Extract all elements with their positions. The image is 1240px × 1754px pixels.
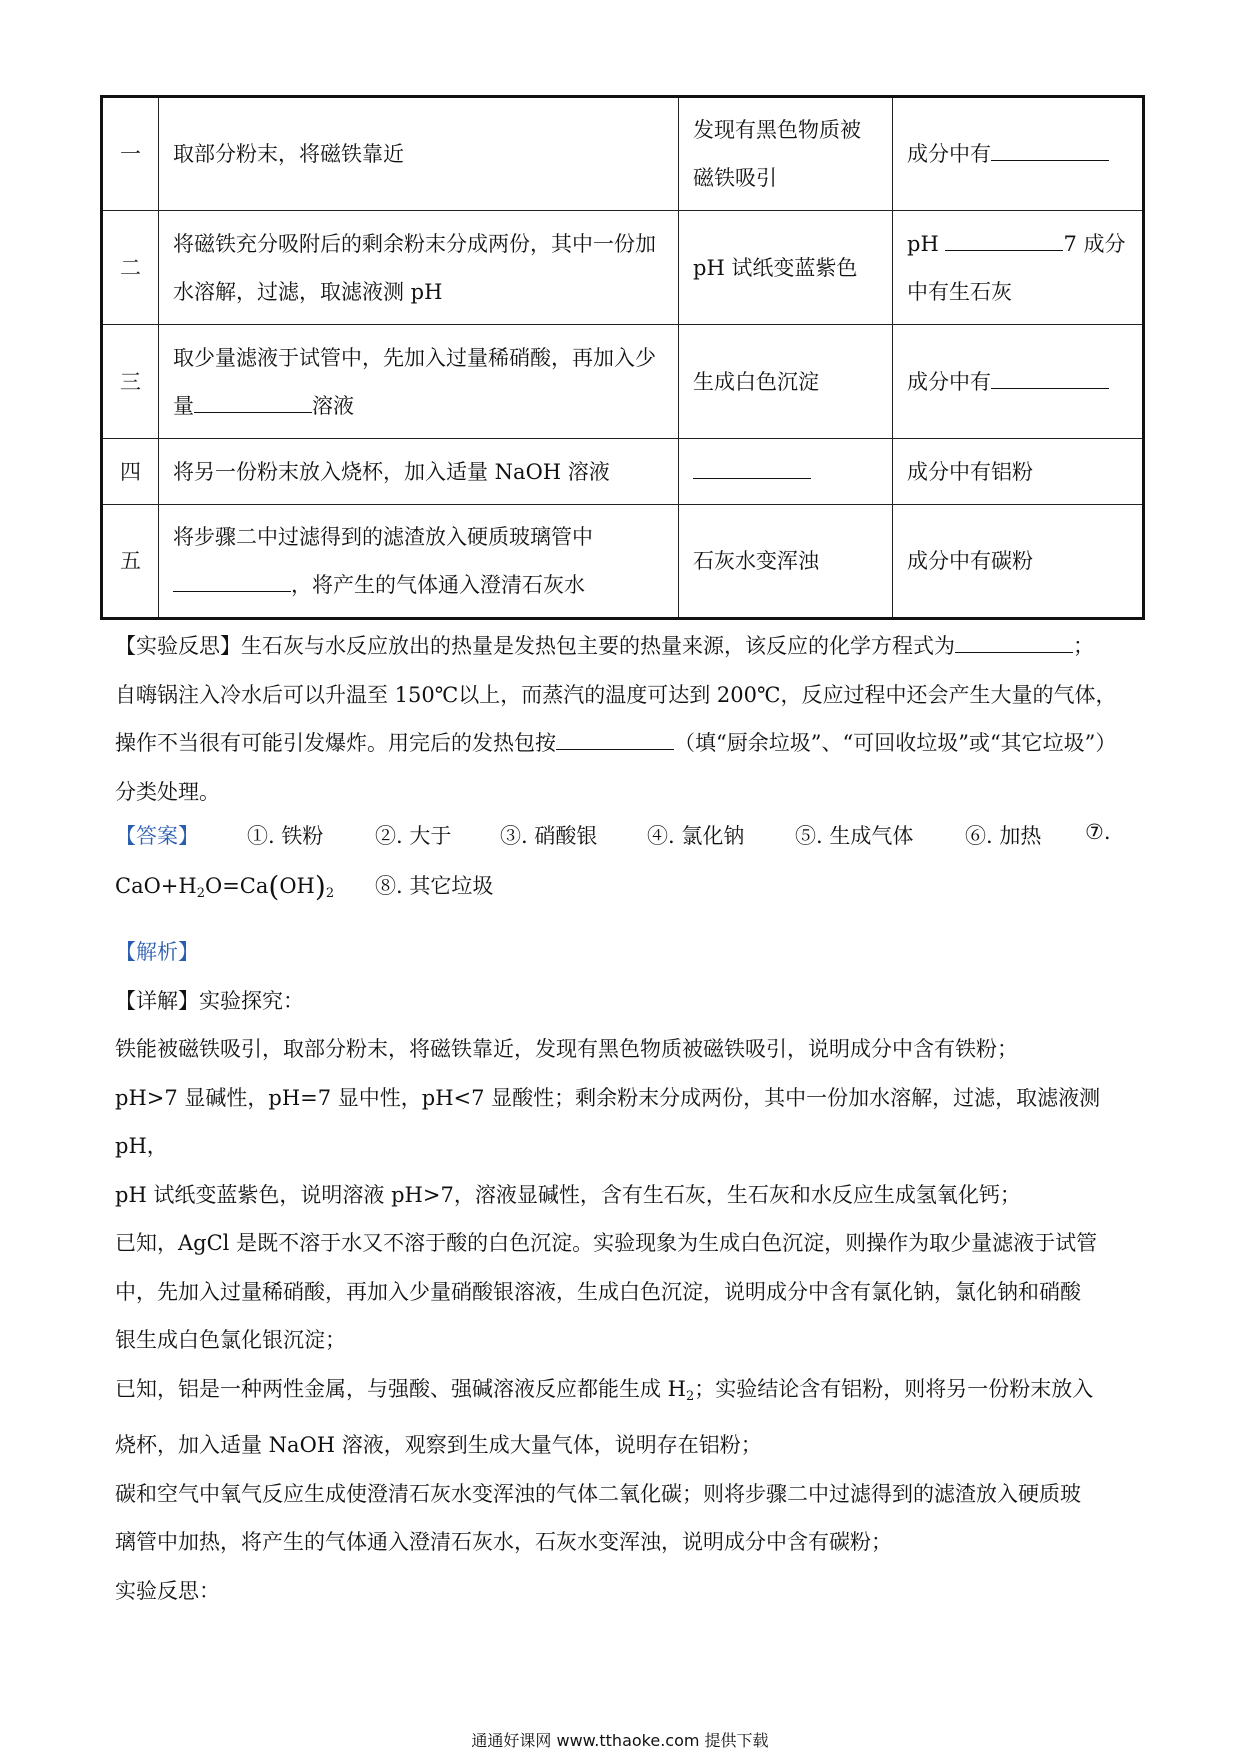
phenomenon-cell: 发现有黑色物质被磁铁吸引 [679,97,893,211]
answer-label: 【答案】 [115,824,199,848]
step-cell: 四 [102,439,159,505]
operation-cell: 将另一份粉末放入烧杯，加入适量 NaOH 溶液 [159,439,679,505]
answer-item: ⑥. 加热 [965,824,1042,848]
phenomenon-cell: 石灰水变浑浊 [679,505,893,619]
table-row [102,505,1144,619]
operation-cell: 将磁铁充分吸附后的剩余粉末分成两份，其中一份加水溶解，过滤，取滤液测 pH [159,211,679,325]
analysis-section: 【解析】 【详解】实验探究： 铁能被磁铁吸引，取部分粉末，将磁铁靠近，发现有黑色物质被磁铁吸引，说明成分中含有铁粉； pH>7 显碱性，pH=7 显中性，pH<7 显酸性；剩余粉末分成两份，其中一份加水溶解，过滤，取滤液测 pH， pH 试纸变蓝紫色，说明溶液 pH>7，溶液显碱性，含有生石灰，生石灰和水反应生成氢氧化钙； 已知，AgCl 是既不溶于水又不溶于酸的白色沉淀。实验现象为生成白色沉淀，则操作为取少量滤液于试管 中，先加入过量稀硝酸，再加入少量硝酸银溶液，生成白色沉淀，说明成分中含有氯化钠，氯化钠和硝酸 银生成白色氯化银沉淀； 已知，铝是一种两性金属，与强酸、强碱溶液反应都能生成 $H_2$；实验结论含有铝粉，则将另一份粉末放入 烧杯，加入适量 NaOH 溶液，观察到生成大量气体，说明存在铝粉； 碳和空气中氧气反应生成使澄清石灰水变浑浊的气体二氧化碳；则将步骤二中过滤得到的滤渣放入硬质玻 璃管中加热，将产生的气体通入澄清石灰水，石灰水变浑浊，说明成分中含有碳粉； 实验反思： [115,928,1130,1615]
table-row [102,97,1144,211]
phenomenon-cell [679,439,893,505]
operation-cell: 取少量滤液于试管中，先加入过量稀硝酸，再加入少量 溶液 [159,325,679,439]
step-cell: 五 [102,505,159,619]
answer-item: ③. 硝酸银 [500,824,598,848]
table-row [102,325,1144,439]
reflection-paragraph: 【实验反思】生石灰与水反应放出的热量是发热包主要的热量来源，该反应的化学方程式为 ； 自嗨锅注入冷水后可以升温至 150℃以上，而蒸汽的温度可达到 200℃，反应过程中还会产生大量的气体， 操作不当很有可能引发爆炸。用完后的发热包按 （填“厨余垃圾”、“可回收垃圾”或“其它垃圾”） 分类处理。 [115,622,1130,816]
step-cell: 二 [102,211,159,325]
conclusion-cell: pH 7 成分中有生石灰 [893,211,1144,325]
page-footer: 通通好课网 www.tthaoke.com 提供下载 [471,1731,769,1750]
analysis-label: 【解析】 [115,940,199,964]
phenomenon-cell: pH 试纸变蓝紫色 [679,211,893,325]
operation-cell: 将步骤二中过滤得到的滤渣放入硬质玻璃管中 ，将产生的气体通入澄清石灰水 [159,505,679,619]
table-row [102,439,1144,505]
answer-row [115,820,1130,860]
detail-heading: 【详解】实验探究： [115,988,304,1013]
answer-row-2 [115,870,1130,918]
answer-item: ④. 氯化钠 [647,824,745,848]
answer-item: ②. 大于 [375,824,452,848]
conclusion-cell: 成分中有碳粉 [893,505,1144,619]
step-cell: 一 [102,97,159,211]
operation-cell: 取部分粉末，将磁铁靠近 [159,97,679,211]
answer-item: ⑦. [1085,820,1111,844]
conclusion-cell: 成分中有 [893,97,1144,211]
phenomenon-cell: 生成白色沉淀 [679,325,893,439]
chemical-equation: $CaO+H_2O=Ca(OH)_2$ [115,870,335,903]
answer-item: ⑧. 其它垃圾 [375,874,494,898]
conclusion-cell: 成分中有 [893,325,1144,439]
conclusion-cell: 成分中有铝粉 [893,439,1144,505]
step-cell: 三 [102,325,159,439]
answer-item: ①. 铁粉 [247,824,324,848]
experiment-table [100,95,1145,620]
table-row [102,211,1144,325]
answer-item: ⑤. 生成气体 [795,824,914,848]
